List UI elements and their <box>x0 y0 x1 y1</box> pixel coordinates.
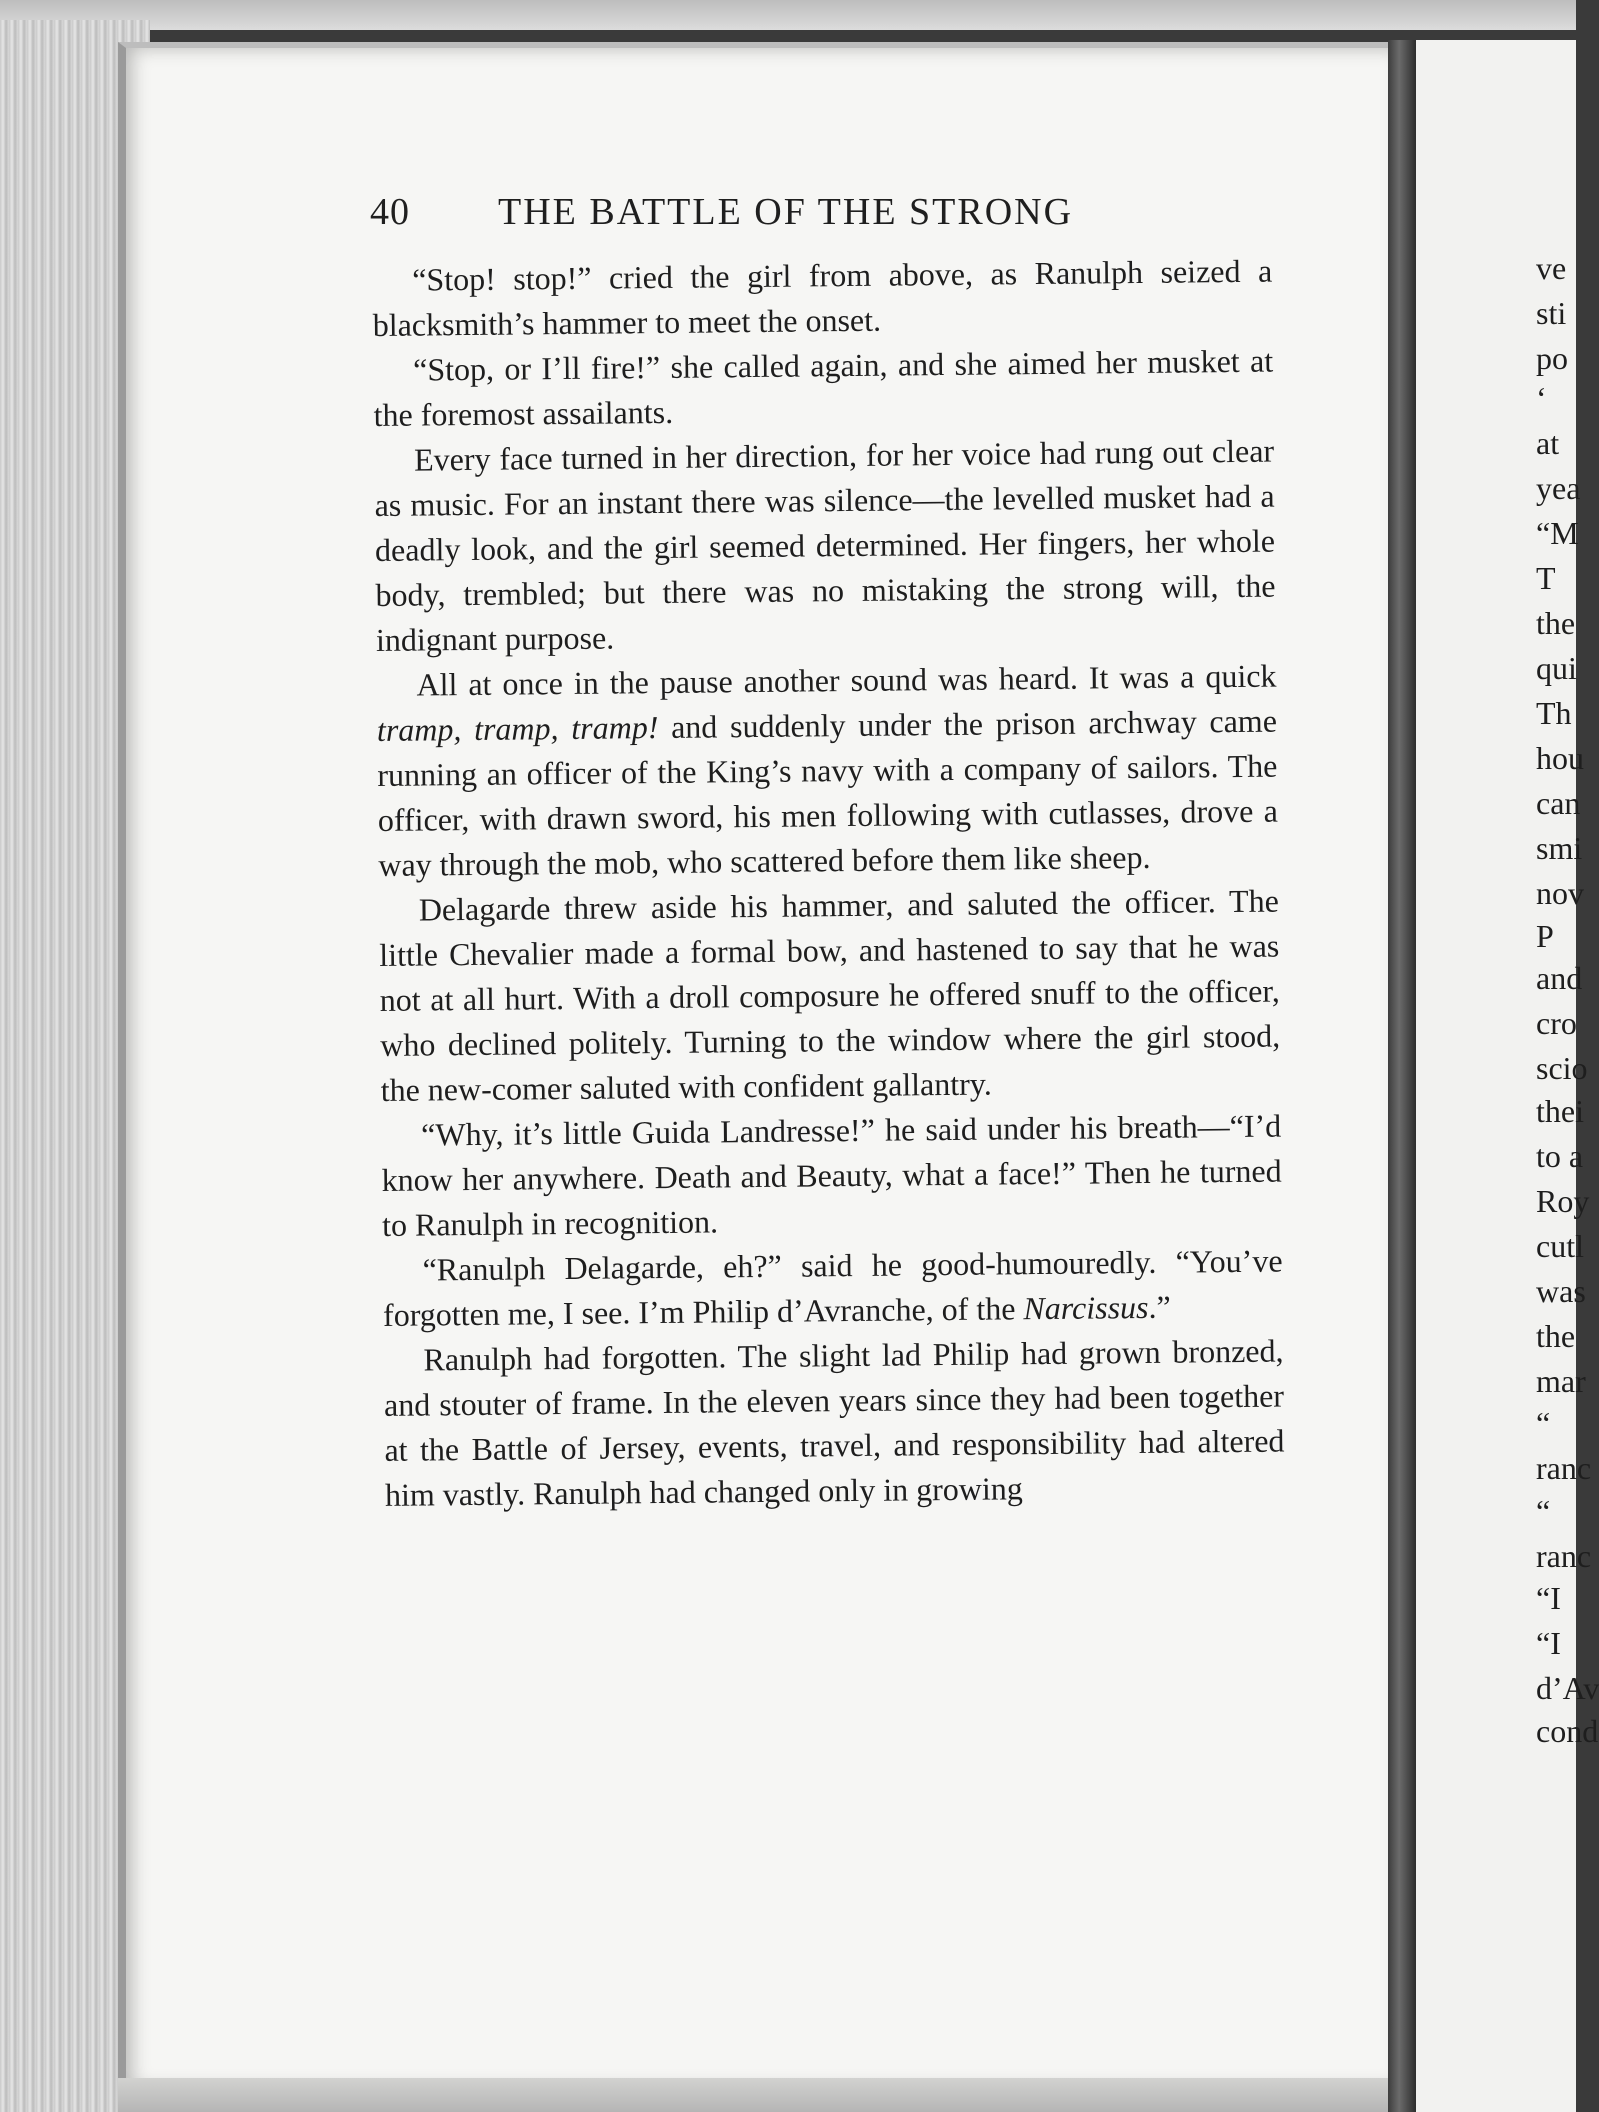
facing-page-fragment: Roy <box>1536 1183 1590 1219</box>
paragraph <box>374 429 1276 663</box>
facing-page-fragment: ranc <box>1536 1450 1592 1486</box>
facing-page-fragment: cro <box>1536 1005 1577 1041</box>
paragraph <box>373 339 1274 438</box>
facing-page-fragment: ‘ <box>1536 380 1547 416</box>
facing-page-fragment: nov <box>1536 875 1584 911</box>
paragraph <box>383 1329 1285 1518</box>
page-number: 40 <box>370 191 410 233</box>
facing-page-fragment: thei <box>1536 1093 1584 1129</box>
facing-page-fragment: the <box>1536 1318 1576 1354</box>
text-run: .” <box>1148 1288 1171 1325</box>
text-run: Delagarde threw aside his hammer, and saluted the officer. The little Chevalier made a formal bow, and hastened to say that he was not at all hurt. With a droll composure he offered snuff to the officer, who declined politely. Turning to the window where the girl stood, the new-comer saluted with confident gallantry. <box>379 882 1281 1108</box>
facing-page-fragment: “ <box>1536 1405 1551 1441</box>
facing-page-fragment: and <box>1536 960 1583 996</box>
facing-page-fragment: ranc <box>1536 1538 1592 1574</box>
italic-text: Narcissus <box>1023 1288 1149 1327</box>
facing-page-fragment: po <box>1536 340 1568 376</box>
italic-text: tramp, tramp, tramp! <box>376 709 659 748</box>
facing-page-fragment: P <box>1536 918 1554 954</box>
paragraph <box>372 249 1273 348</box>
facing-page-fragment: Th <box>1536 695 1572 731</box>
paragraph <box>382 1239 1283 1338</box>
facing-page-fragment: scio <box>1536 1050 1588 1086</box>
facing-page-fragment: “I <box>1536 1625 1561 1661</box>
facing-page-fragment: hou <box>1536 740 1584 776</box>
text-run: All at once in the pause another sound was heard. It was a quick <box>416 657 1277 703</box>
facing-page-fragment: “I <box>1536 1580 1561 1616</box>
facing-page-fragment: mar <box>1536 1363 1586 1399</box>
text-run: Every face turned in her direction, for her voice had rung out clear as music. For an instant there was silence—the levelled musket had a deadly look, and the girl seemed determined. Her fingers, her whole body, trembled; but there was no mistaking the strong will, the indignant purpose. <box>374 432 1276 658</box>
facing-page-fragment: qui <box>1536 650 1577 686</box>
facing-page-fragment: ve <box>1536 250 1567 286</box>
running-title: THE BATTLE OF THE STRONG <box>498 191 1074 233</box>
facing-page-fragment: to a <box>1536 1138 1584 1174</box>
facing-page-fragment: at <box>1536 425 1560 461</box>
page-bottom-edge <box>118 2078 1388 2112</box>
facing-page-fragment: was <box>1536 1273 1586 1309</box>
text-run: “Why, it’s little Guida Landresse!” he said under his breath—“I’d know her anywhere. Death and Beauty, what a face!” Then he turned to Ranulph in recognition. <box>381 1107 1282 1243</box>
running-head <box>370 190 1370 240</box>
facing-page-fragment: cond <box>1536 1713 1599 1749</box>
facing-page-fragment: the <box>1536 605 1576 641</box>
text-run: Ranulph had forgotten. The slight lad Philip had grown bronzed, and stouter of frame. In the eleven years since they had been together at the Battle of Jersey, events, travel, and responsibility had altered him vastly. Ranulph had changed only in growing <box>383 1332 1285 1513</box>
paragraph <box>376 654 1278 888</box>
paragraph <box>381 1104 1282 1248</box>
text-run: and suddenly under the prison archway came running an officer of the King’s navy with a company of sailors. The officer, with drawn sword, his men following with cutlasses, drove a way through the mob, who scattered before them like sheep. <box>377 702 1279 883</box>
facing-page-fragment: smi <box>1536 830 1583 866</box>
facing-page-fragment: yea <box>1536 470 1581 506</box>
text-run: “Stop! stop!” cried the girl from above, as Ranulph seized a blacksmith’s hammer to meet the onset. <box>372 252 1273 343</box>
book-gutter <box>1388 40 1416 2112</box>
body-text <box>372 249 1285 1518</box>
facing-page-fragment: “ <box>1536 1493 1551 1529</box>
facing-page-fragment: d’Av <box>1536 1670 1599 1706</box>
text-run: “Ranulph Delagarde, eh?” said he good-humouredly. “You’ve forgotten me, I see. I’m Philip d’Avranche, of the <box>382 1242 1283 1333</box>
facing-page-fragment: sti <box>1536 295 1567 331</box>
text-run: “Stop, or I’ll fire!” she called again, and she aimed her musket at the foremost assailants. <box>373 342 1274 433</box>
facing-page-fragment: can <box>1536 785 1581 821</box>
facing-page-fragment: “M <box>1536 515 1579 551</box>
facing-page-fragment: cutl <box>1536 1228 1584 1264</box>
facing-page-fragment: T <box>1536 560 1556 596</box>
scanner-edge-top <box>0 0 1576 30</box>
paragraph <box>379 879 1281 1113</box>
